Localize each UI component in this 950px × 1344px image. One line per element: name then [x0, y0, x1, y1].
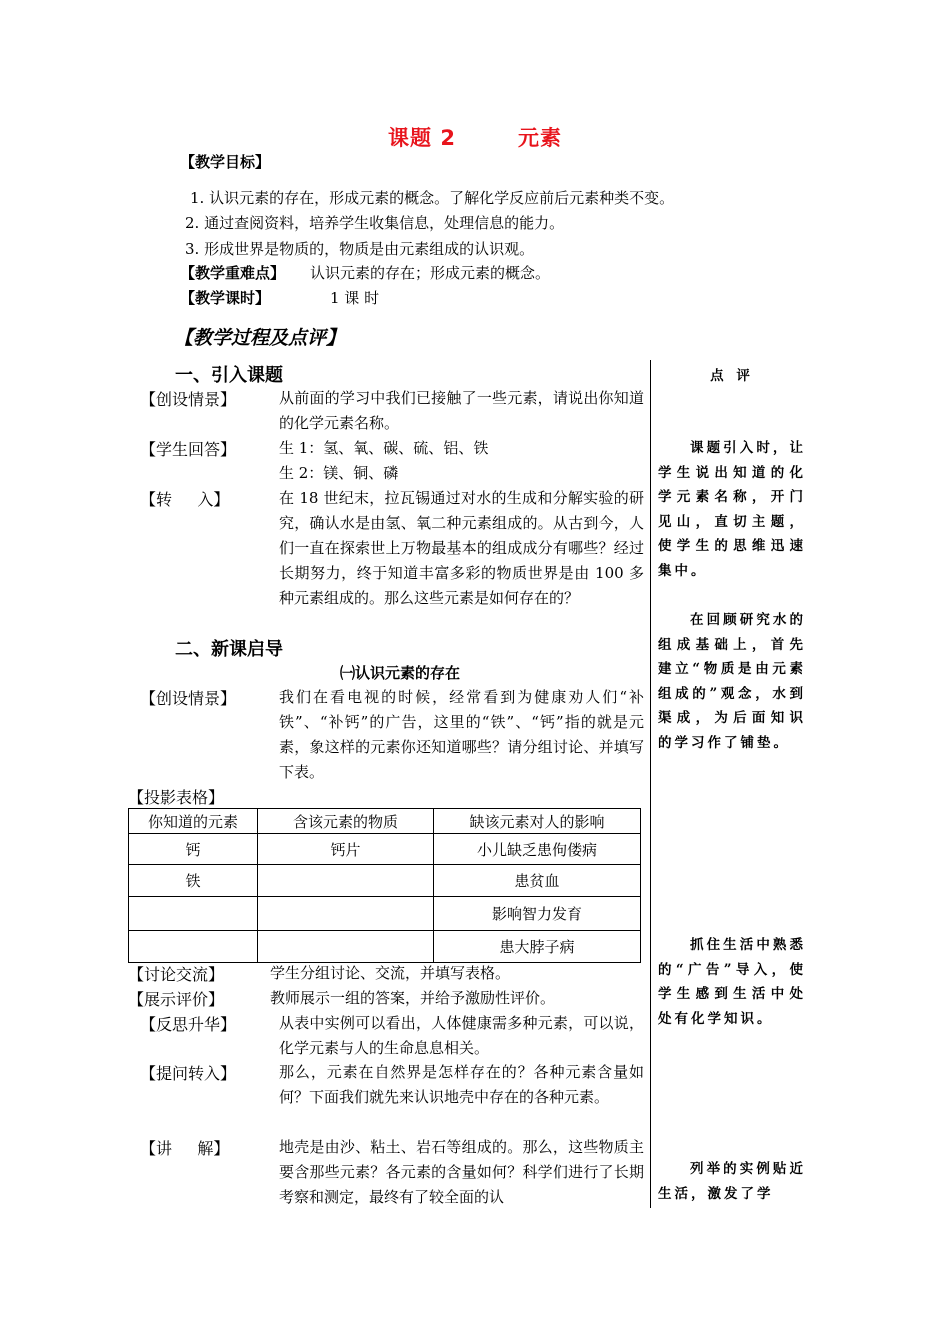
comment-divider [650, 360, 651, 1208]
block-text-8: 从表中实例可以看出，人体健康需多种元素，可以说，化学元素与人的生命息息相关。 [279, 1014, 644, 1057]
table-cell: 钙片 [258, 834, 434, 865]
comment-4: 列举的实例贴近生活，激发了学 [658, 1161, 806, 1202]
table-cell: 钙 [129, 834, 258, 865]
block-text-10: 地壳是由沙、粘土、岩石等组成的。那么，这些物质主要含那些元素？各元素的含量如何？科学们进行了长期考察和测定，最终有了较全面的认 [279, 1138, 644, 1206]
block-label-4: 【创设情景】 [140, 689, 237, 708]
block-label-8: 【反思升华】 [140, 1015, 237, 1034]
objectives-label: 【教学目标】 [180, 153, 271, 171]
student-answer-1: 生 1：氢、氧、碳、硫、铝、铁 [279, 439, 489, 457]
table-cell [129, 897, 258, 931]
block-text-7: 教师展示一组的答案，并给予激励性评价。 [270, 989, 556, 1007]
table-header-cell: 缺该元素对人的影响 [434, 809, 641, 834]
table-header-row [129, 809, 641, 834]
block-label-7: 【展示评价】 [128, 990, 225, 1009]
block-label-5: 【投影表格】 [128, 788, 225, 807]
comment-1: 课题引入时，让学生说出知道的化学元素名称，开门见山，直切主题，使学生的思维迅速集中。 [658, 440, 806, 579]
page-title [0, 122, 950, 152]
table-row [129, 865, 641, 897]
block-text-1: 从前面的学习中我们已接触了一些元素，请说出你知道的化学元素名称。 [279, 389, 644, 432]
block-text-9: 那么，元素在自然界是怎样存在的？各种元素含量如何？下面我们就先来认识地壳中存在的各种元素。 [279, 1063, 644, 1106]
process-heading: 【教学过程及点评】 [174, 327, 346, 349]
section-intro: 一、引入课题 [175, 365, 283, 386]
title-topic: 课题 2 [388, 126, 456, 150]
table-cell [258, 865, 434, 897]
hours-text: 1 课 时 [330, 289, 380, 307]
table-header-cell: 你知道的元素 [129, 809, 258, 834]
block-text-6: 学生分组讨论、交流，并填写表格。 [270, 964, 511, 982]
hours-label: 【教学课时】 [180, 289, 271, 307]
table-cell: 患大脖子病 [434, 931, 641, 963]
table-header-cell: 含该元素的物质 [258, 809, 434, 834]
objective-item-3: 3. 形成世界是物质的，物质是由元素组成的认识观。 [185, 240, 535, 258]
key-points-text: 认识元素的存在；形成元素的概念。 [310, 264, 551, 282]
block-label-2: 【学生回答】 [140, 440, 237, 459]
comment-header: 点 评 [710, 368, 754, 384]
table-cell: 铁 [129, 865, 258, 897]
table-cell: 患贫血 [434, 865, 641, 897]
table-cell [258, 897, 434, 931]
table-cell: 小儿缺乏患佝偻病 [434, 834, 641, 865]
table-cell [129, 931, 258, 963]
student-answer-2: 生 2：镁、铜、磷 [279, 464, 399, 482]
section-new: 二、新课启导 [175, 639, 283, 660]
objective-item-1: 1. 认识元素的存在，形成元素的概念。了解化学反应前后元素种类不变。 [190, 189, 675, 207]
block-label-6: 【讨论交流】 [128, 965, 225, 984]
table-row [129, 834, 641, 865]
table-cell: 影响智力发育 [434, 897, 641, 931]
block-text-4: 我们在看电视的时候，经常看到为健康劝人们“补铁”、“补钙”的广告，这里的“铁”、“钙”指的就是元素，象这样的元素你还知道哪些？请分组讨论、并填写下表。 [279, 688, 644, 781]
table-row [129, 897, 641, 931]
block-label-10: 【讲 解】 [140, 1139, 230, 1158]
block-label-9: 【提问转入】 [140, 1064, 237, 1083]
objective-item-2: 2. 通过查阅资料，培养学生收集信息，处理信息的能力。 [185, 214, 565, 232]
title-name: 元素 [517, 126, 562, 150]
comment-2: 在回顾研究水的组成基础上，首先建立“物质是由元素组成的”观念，水到渠成，为后面知识的学习作了铺垫。 [658, 612, 806, 751]
block-text-3: 在 18 世纪末，拉瓦锡通过对水的生成和分解实验的研究，确认水是由氢、氧二种元素组成的。从古到今，人们一直在探索世上万物最基本的组成成分有哪些？经过长期努力，终于知道丰富多彩的物质世界是由 100 多种元素组成的。那么这些元素是如何存在的？ [279, 489, 644, 607]
table-row [129, 931, 641, 963]
block-label-3: 【转 入】 [140, 490, 230, 509]
comment-3: 抓住生活中熟悉的“广告”导入，使学生感到生活中处处有化学知识。 [658, 937, 806, 1027]
subsection-1: ㈠认识元素的存在 [340, 664, 461, 682]
table-cell [258, 931, 434, 963]
key-points-label: 【教学重难点】 [180, 264, 286, 282]
block-label-1: 【创设情景】 [140, 390, 237, 409]
element-table [128, 808, 641, 963]
